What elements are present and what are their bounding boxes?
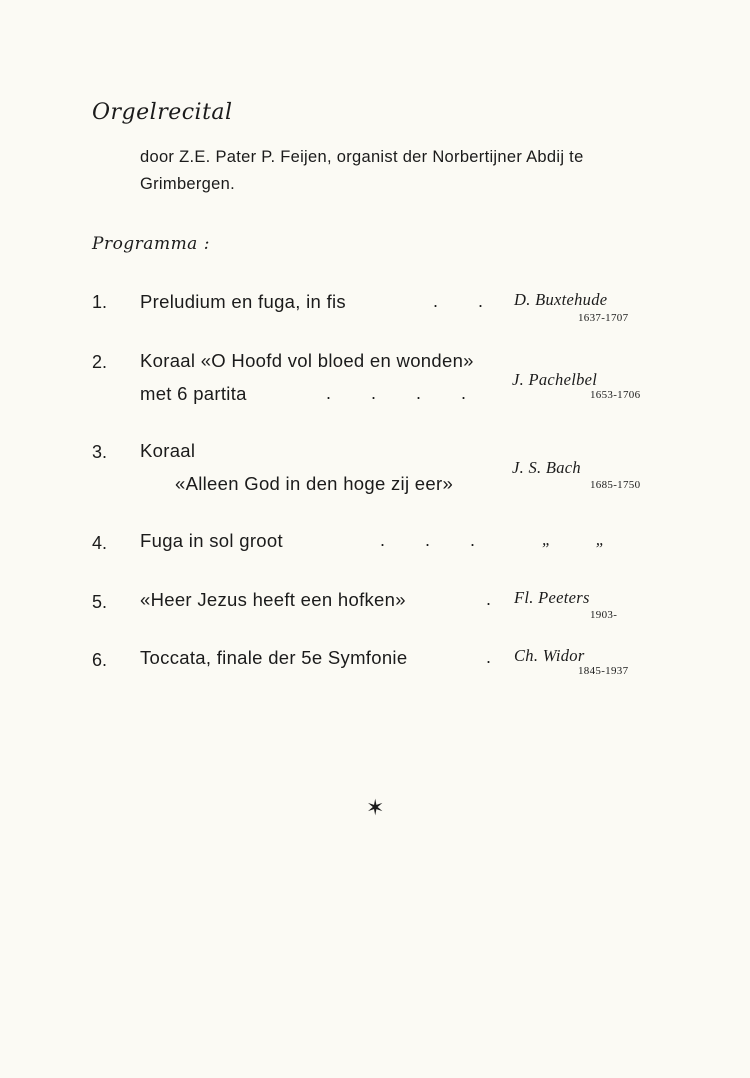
composer-name: J. S. Bach xyxy=(512,458,581,477)
item-number: 1. xyxy=(92,292,108,312)
item-number: 6. xyxy=(92,650,108,670)
composer-years: 1685-1750 xyxy=(590,479,641,491)
item-number: 2. xyxy=(92,352,108,372)
piece-title: «Heer Jezus heeft een hofken» xyxy=(140,589,406,610)
composer-name: Ch. Widor xyxy=(514,646,585,665)
composer-name: D. Buxtehude xyxy=(514,290,608,309)
item-number: 3. xyxy=(92,442,108,462)
leader-dots: . xyxy=(486,589,492,609)
piece-subtitle: met 6 partita xyxy=(140,383,247,404)
composer-years: 1845-1937 xyxy=(578,665,629,677)
piece-title: Koraal xyxy=(140,440,196,461)
star-ornament-icon: ✶ xyxy=(366,796,385,821)
piece-title: Koraal «O Hoofd vol bloed en wonden» xyxy=(140,350,474,371)
leader-dots: . . . . xyxy=(326,383,467,403)
leader-dots: . xyxy=(486,647,492,667)
leader-dots: . . xyxy=(433,291,484,311)
composer-years: 1903- xyxy=(590,609,618,621)
item-number: 5. xyxy=(92,592,108,612)
composer-name: J. Pachelbel xyxy=(512,370,598,389)
page-title: Orgelrecital xyxy=(92,100,233,125)
performer-line: door Z.E. Pater P. Feijen, organist der Norbertijner Abdij te Grimbergen. xyxy=(140,148,584,193)
programme-heading: Programma : xyxy=(92,234,210,254)
piece-title: Fuga in sol groot xyxy=(140,530,283,551)
ditto-marks: „ „ xyxy=(542,530,606,549)
piece-title: Toccata, finale der 5e Symfonie xyxy=(140,647,408,668)
composer-years: 1637-1707 xyxy=(578,312,629,324)
composer-name: Fl. Peeters xyxy=(514,588,590,607)
composer-years: 1653-1706 xyxy=(590,389,641,401)
item-number: 4. xyxy=(92,533,108,553)
leader-dots: . . . xyxy=(380,530,476,550)
piece-title: Preludium en fuga, in fis xyxy=(140,291,346,312)
piece-subtitle: «Alleen God in den hoge zij eer» xyxy=(175,473,454,494)
